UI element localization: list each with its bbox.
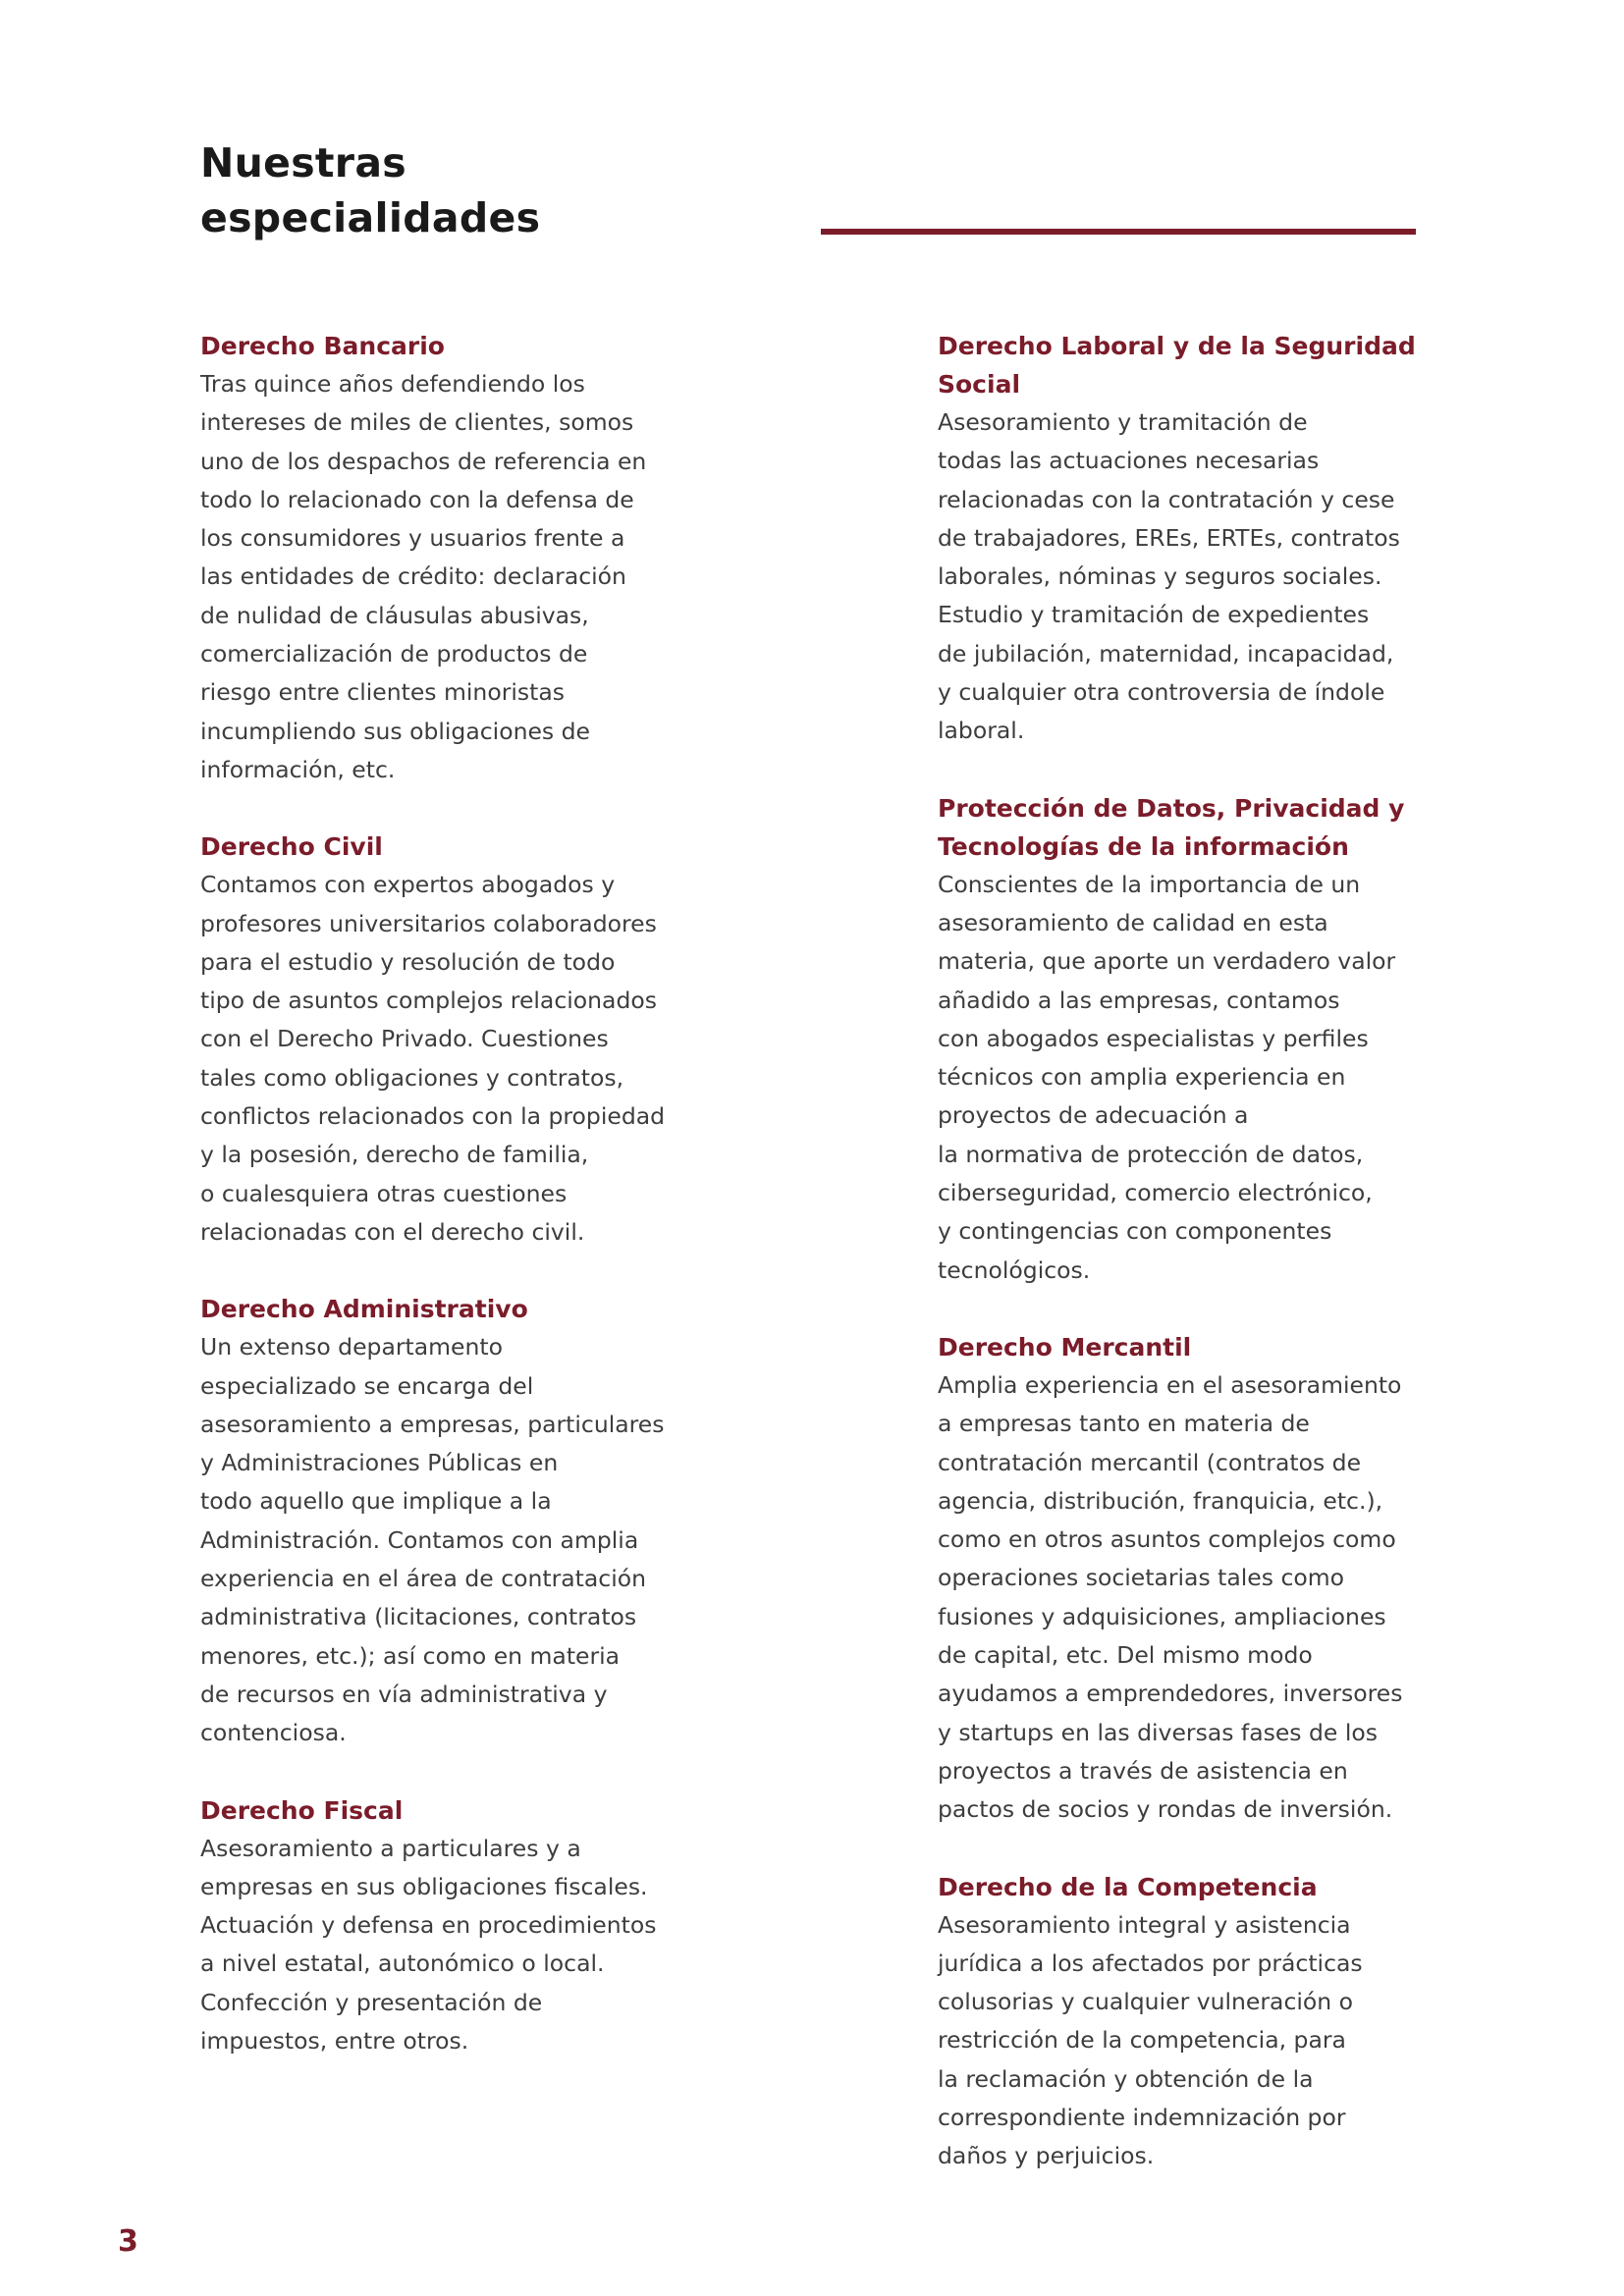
body-line: o cualesquiera otras cuestiones xyxy=(200,1179,568,1207)
section-heading xyxy=(938,789,1458,866)
body-line: todo aquello que implique a la xyxy=(200,1487,552,1516)
body-line: impuestos, entre otros. xyxy=(200,2026,469,2055)
body-line: técnicos con amplia experiencia en xyxy=(938,1063,1346,1092)
body-line: laboral. xyxy=(938,717,1025,745)
section-body xyxy=(200,1830,721,2061)
body-line: Conscientes de la importancia de un xyxy=(938,870,1361,898)
section-body xyxy=(200,1328,721,1752)
body-line: uno de los despachos de referencia en xyxy=(200,447,647,475)
body-line: operaciones societarias tales como xyxy=(938,1564,1345,1592)
body-line: ayudamos a emprendedores, inversores xyxy=(938,1680,1403,1708)
heading-line: Tecnologías de la información xyxy=(938,831,1349,861)
body-line: Tras quince años defendiendo los xyxy=(200,370,585,398)
section-heading: Derecho Administrativo xyxy=(200,1295,528,1324)
body-line: Asesoramiento y tramitación de xyxy=(938,408,1308,436)
body-line: como en otros asuntos complejos como xyxy=(938,1525,1396,1554)
body-line: para el estudio y resolución de todo xyxy=(200,947,616,976)
body-line: experiencia en el área de contratación xyxy=(200,1565,646,1593)
section-heading: Derecho Civil xyxy=(200,832,383,862)
body-line: contratación mercantil (contratos de xyxy=(938,1448,1362,1476)
body-line: las entidades de crédito: declaración xyxy=(200,562,626,591)
body-line: asesoramiento de calidad en esta xyxy=(938,908,1328,936)
body-line: añadido a las empresas, contamos xyxy=(938,986,1340,1014)
section-derecho-laboral xyxy=(938,327,1458,751)
body-line: Un extenso departamento xyxy=(200,1333,503,1362)
body-line: comercialización de productos de xyxy=(200,640,588,668)
section-body xyxy=(200,365,721,789)
body-line: especializado se encarga del xyxy=(200,1371,534,1400)
body-line: proyectos a través de asistencia en xyxy=(938,1756,1348,1785)
body-line: la normativa de protección de datos, xyxy=(938,1140,1364,1168)
body-line: pactos de socios y rondas de inversión. xyxy=(938,1795,1393,1824)
body-line: materia, que aporte un verdadero valor xyxy=(938,947,1396,976)
section-derecho-fiscal xyxy=(200,1791,721,2061)
body-line: Estudio y tramitación de expedientes xyxy=(938,601,1370,629)
body-line: tipo de asuntos complejos relacionados xyxy=(200,987,657,1015)
body-line: la reclamación y obtención de la xyxy=(938,2064,1314,2093)
section-body xyxy=(938,866,1458,1290)
section-derecho-bancario xyxy=(200,327,721,789)
body-line: de recursos en vía administrativa y xyxy=(200,1680,608,1708)
body-line: Asesoramiento a particulares y a xyxy=(200,1834,581,1862)
body-line: a empresas tanto en materia de xyxy=(938,1410,1310,1438)
body-line: y contingencias con componentes xyxy=(938,1217,1332,1246)
body-line: Actuación y defensa en procedimientos xyxy=(200,1911,657,1940)
section-heading xyxy=(938,1328,1458,1366)
body-line: menores, etc.); así como en materia xyxy=(200,1641,621,1670)
section-derecho-civil xyxy=(200,828,721,1252)
body-line: intereses de miles de clientes, somos xyxy=(200,408,634,437)
body-line: proyectos de adecuación a xyxy=(938,1101,1249,1130)
heading-line: Social xyxy=(938,370,1021,399)
page-title xyxy=(200,135,540,245)
section-body xyxy=(200,866,721,1252)
body-line: y Administraciones Públicas en xyxy=(200,1449,559,1477)
body-line: asesoramiento a empresas, particulares xyxy=(200,1410,665,1438)
section-derecho-administrativo xyxy=(200,1290,721,1752)
body-line: agencia, distribución, franquicia, etc.), xyxy=(938,1486,1383,1515)
section-body xyxy=(938,403,1458,751)
body-line: todo lo relacionado con la defensa de xyxy=(200,485,634,513)
body-line: y startups en las diversas fases de los xyxy=(938,1718,1379,1746)
heading-line: Derecho de la Competencia xyxy=(938,1872,1318,1901)
body-line: todas las actuaciones necesarias xyxy=(938,447,1320,475)
section-proteccion-datos xyxy=(938,789,1458,1290)
body-line: colusorias y cualquier vulneración o xyxy=(938,1988,1354,2016)
body-line: riesgo entre clientes minoristas xyxy=(200,678,565,707)
body-line: Confección y presentación de xyxy=(200,1988,543,2016)
body-line: Asesoramiento integral y asistencia xyxy=(938,1910,1351,1939)
body-line: Amplia experiencia en el asesoramiento xyxy=(938,1370,1402,1399)
body-line: laborales, nóminas y seguros sociales. xyxy=(938,562,1382,591)
body-line: tales como obligaciones y contratos, xyxy=(200,1063,624,1092)
body-line: administrativa (licitaciones, contratos xyxy=(200,1603,637,1631)
body-line: con el Derecho Privado. Cuestiones xyxy=(200,1025,609,1053)
body-line: empresas en sus obligaciones fiscales. xyxy=(200,1872,648,1900)
left-column xyxy=(200,327,721,2099)
page-title-line: Nuestras xyxy=(200,139,407,187)
section-heading: Derecho Fiscal xyxy=(200,1795,404,1825)
body-line: jurídica a los afectados por prácticas xyxy=(938,1949,1363,1977)
page-number: 3 xyxy=(118,2224,138,2259)
body-line: conflictos relacionados con la propiedad xyxy=(200,1102,666,1131)
section-heading xyxy=(938,1868,1458,1906)
body-line: contenciosa. xyxy=(200,1719,347,1747)
section-heading: Derecho Bancario xyxy=(200,332,445,360)
body-line: Contamos con expertos abogados y xyxy=(200,871,616,899)
body-line: de capital, etc. Del mismo modo xyxy=(938,1641,1313,1670)
page-title-line: especialidades xyxy=(200,194,541,241)
body-line: información, etc. xyxy=(200,755,396,783)
body-line: y la posesión, derecho de familia, xyxy=(200,1141,589,1169)
body-line: a nivel estatal, autonómico o local. xyxy=(200,1949,605,1978)
heading-line: Protección de Datos, Privacidad y xyxy=(938,793,1405,823)
body-line: de jubilación, maternidad, incapacidad, xyxy=(938,639,1394,667)
heading-line: Derecho Laboral y de la Seguridad xyxy=(938,332,1416,360)
body-line: incumpliendo sus obligaciones de xyxy=(200,717,591,745)
body-line: y cualquier otra controversia de índole xyxy=(938,678,1385,707)
body-line: con abogados especialistas y perfiles xyxy=(938,1024,1369,1052)
body-line: correspondiente indemnización por xyxy=(938,2103,1346,2131)
body-line: profesores universitarios colaboradores xyxy=(200,909,657,937)
section-body xyxy=(938,1906,1458,2176)
body-line: relacionadas con la contratación y cese xyxy=(938,485,1395,513)
body-line: relacionadas con el derecho civil. xyxy=(200,1217,585,1246)
right-column xyxy=(938,327,1458,2215)
section-derecho-mercantil xyxy=(938,1328,1458,1830)
body-line: los consumidores y usuarios frente a xyxy=(200,524,625,553)
section-body xyxy=(938,1366,1458,1830)
body-line: Administración. Contamos con amplia xyxy=(200,1525,639,1554)
body-line: de trabajadores, EREs, ERTEs, contratos xyxy=(938,523,1400,552)
body-line: de nulidad de cláusulas abusivas, xyxy=(200,601,589,629)
section-derecho-competencia xyxy=(938,1868,1458,2176)
body-line: fusiones y adquisiciones, ampliaciones xyxy=(938,1602,1386,1630)
body-line: daños y perjuicios. xyxy=(938,2142,1155,2170)
body-line: tecnológicos. xyxy=(938,1255,1091,1284)
accent-divider xyxy=(821,229,1416,235)
body-line: restricción de la competencia, para xyxy=(938,2026,1346,2055)
section-heading xyxy=(938,327,1458,403)
body-line: ciberseguridad, comercio electrónico, xyxy=(938,1179,1373,1207)
heading-line: Derecho Mercantil xyxy=(938,1332,1192,1362)
